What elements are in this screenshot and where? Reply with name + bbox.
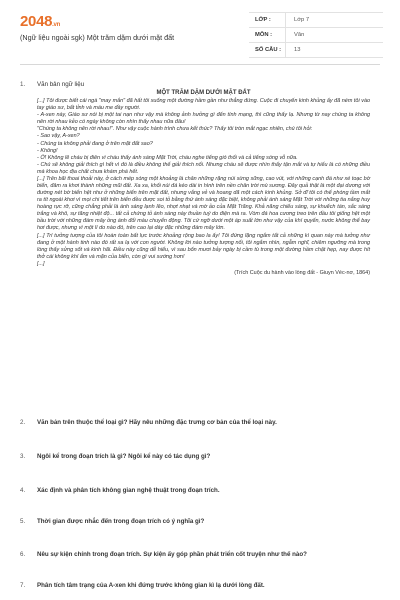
info-value: 13 <box>285 43 383 57</box>
passage-paragraph: - Không! <box>37 147 58 154</box>
info-row-count <box>249 43 383 58</box>
question-number: 4. <box>20 487 26 494</box>
passage-paragraph: - Chúng ta không phải đang ở trên mặt đất sao? <box>37 140 153 147</box>
passage-paragraph: - A-xen này, Giáo sư nói bị một tai nạn như vậy mà không ảnh hưởng gì đến tính mạng, thì cũng thấy lạ. Nhưng từ nay chúng ta không nên rời nhau kẻo có ngày không còn nhìn thấy nhau nữa đâu! <box>37 112 370 126</box>
info-row-subject <box>249 28 383 43</box>
info-key: SỐ CÂU : <box>255 47 282 53</box>
passage-paragraph: "Chúng ta không nên rời nhau!". Như vậy cuộc hành trình chưa kết thúc? Thấy tôi tròn mắt ngạc nhiên, chú tôi hỏi: <box>37 126 313 133</box>
info-value: Văn <box>285 28 383 42</box>
info-key: MÔN : <box>255 32 273 38</box>
passage-paragraph: - Chú sẽ không giải thích gì hết vì đó là điều không thể giải thích nổi. Nhưng cháu sẽ được nhìn thấy tận mắt và tự hiểu là có những điều mà khoa học địa chất chưa khám phá hết. <box>37 161 370 175</box>
passage-paragraph: - Sao vậy, A-xen? <box>37 133 80 140</box>
passage-paragraph: [...] Trên bãi thoai thoải này, ở cách mép sóng một khoảng là chân những rặng núi sừng sững, cao vút, với những cạnh đá như xé toạc bờ biển, đâm ra khơi thành những mũi đất. Xa xa, khối núi đá kéo dài in hình trên nền chân trời mù sương. Đây quả thật là một đại dương với đường nét bờ biển hệt như ở những biển trên mặt đất, nhưng vắng vẻ và hoang dã một cách kinh khủng. Sở dĩ tôi có thể phóng tầm mắt ra tít ngoài khơi vì mọi chi tiết trên biển đều được soi tỏ bằng thứ ánh sáng đặc biệt, không phải ánh sáng Mặt Trời với những tia nắng huy hoàng rực rỡ, cũng chẳng phải là ánh sáng lạnh lẽo, nhợt nhạt và mờ ảo của Mặt Trăng. Khả năng chiếu sáng, sự khuếch tán, sắc sáng trắng và khô, sự tăng nhiệt độ... tất cả chứng tỏ ánh sáng này thuần tuý do điện mà ra. Vòm đá hoa cương treo trên đầu tôi giống hệt một bầu trời với những đám mây ồng ánh đổi màu chuyển động. Tôi cứ ngỡ dưới một áp suất lớn như vậy của khí quyển, nước không thể bay hơi được, nhưng vì một lí do nào đó, trên cao lại dày đặc những đám mây lớn. <box>37 175 370 232</box>
question-text: Thời gian được nhắc đến trong đoạn trích có ý nghĩa gì? <box>37 518 205 525</box>
question-number: 3. <box>20 453 26 460</box>
passage-paragraph: [...] <box>37 260 45 267</box>
question-number: 6. <box>20 551 26 558</box>
reading-passage <box>37 90 370 277</box>
question-text: Xác định và phân tích không gian nghệ thuật trong đoạn trích. <box>37 487 220 494</box>
question-number: 1. <box>20 81 26 88</box>
question-text: Phân tích tâm trạng của A-xen khi đứng trước không gian kì lạ dưới lòng đất. <box>37 582 265 589</box>
question-text: Ngôi kể trong đoạn trích là gì? Ngôi kể này có tác dụng gì? <box>37 453 211 460</box>
info-key: LỚP : <box>255 17 271 23</box>
passage-title: MỘT TRĂM DẶM DƯỚI MẶT ĐẤT <box>156 90 251 96</box>
question-number: 7. <box>20 582 26 589</box>
header-divider <box>20 64 380 65</box>
passage-paragraph: [...] Trí tưởng tượng của tôi hoàn toàn bất lực trước khoảng rộng bao la ấy! Tôi đứng lặng ngắm tất cả những kì quan này mà tưởng như đang ở một hành tinh nào đó rất xa lạ với con người. Không lời nào tưởng tượng nổi, tôi ngắm nhìn, ngẫm nghĩ, chiêm ngưỡng mà trong lòng thấy sửng sốt và kinh hãi. Điều này cũng dễ hiểu, vì sau bốn mươi bảy ngày bị cầm tù trong một đường hầm chật hẹp, nay được hít thở cái không khí ẩm và mặn của biển, còn gì vui sướng hơn! <box>37 232 370 260</box>
question-text: Văn bản trên thuộc thể loại gì? Hãy nêu những đặc trưng cơ bản của thể loại này. <box>37 419 277 426</box>
info-value: Lớp 7 <box>285 13 383 27</box>
info-table <box>249 12 383 58</box>
document-title: (Ngữ liệu ngoài sgk) Một trăm dặm dưới mặt đất <box>20 33 175 42</box>
question-text: Nêu sự kiện chính trong đoạn trích. Sự kiện ấy góp phần phát triển cốt truyện như thế nào? <box>37 551 307 558</box>
info-row-class <box>249 12 383 28</box>
section-label: Văn bản ngữ liệu <box>37 81 85 88</box>
question-number: 2. <box>20 419 26 426</box>
site-logo[interactable]: 2048.vn <box>20 13 60 30</box>
question-number: 5. <box>20 518 26 525</box>
passage-citation: (Trích Cuộc du hành vào lòng đất - Giuyn Véc-nơ, 1864) <box>234 269 370 276</box>
passage-paragraph: [...] Tôi được biết cái ngà "may mắn" đã hất tôi xuống một đường hầm gần như thẳng đứng. Cuộc đi chuyến kinh khủng ấy đã ném tôi vào tay giáo sư, bất tỉnh và máu me đầy người. <box>37 98 370 112</box>
passage-paragraph: - Ở! Không lẽ cháu bị điên vì cháu thấy ánh sáng Mặt Trời, cháu nghe tiếng gió thổi và cả tiếng sóng vỗ nữa. <box>37 154 298 161</box>
page-header <box>0 0 400 62</box>
